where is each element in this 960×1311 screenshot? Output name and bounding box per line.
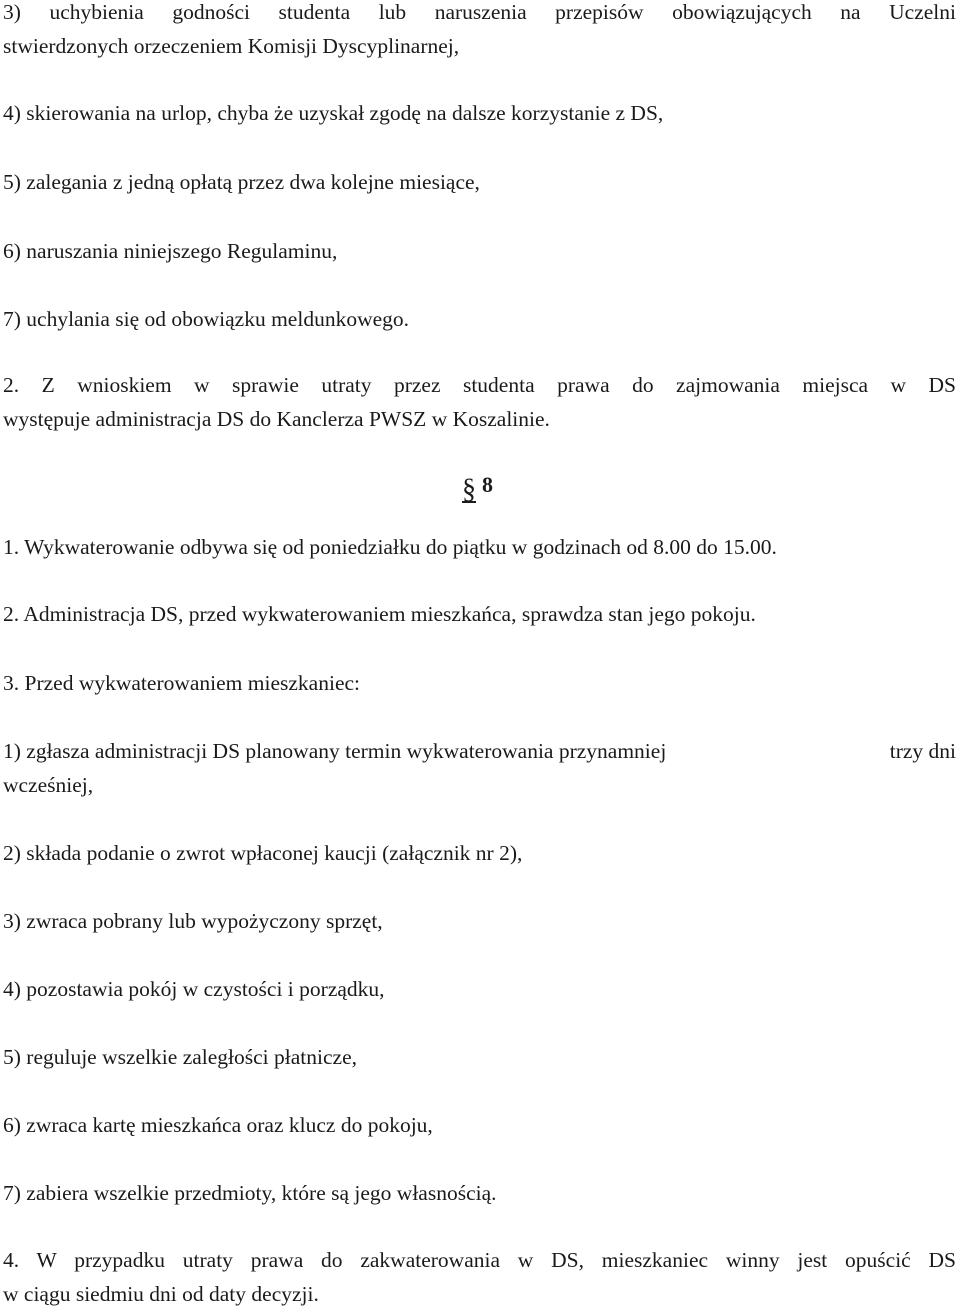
point-4-line1: 4. W przypadku utraty prawa do zakwaterowania w DS, mieszkaniec winny jest opuścić DS	[3, 1248, 956, 1272]
section-number: 8	[482, 472, 493, 497]
subitem-3: 3) zwraca pobrany lub wypożyczony sprzęt,	[3, 909, 383, 933]
subitem-1-line2: wcześniej,	[3, 773, 94, 797]
paragraph-2-line2: występuje administracja DS do Kanclerza PWSZ w Koszalinie.	[3, 407, 550, 431]
subitem-2: 2) składa podanie o zwrot wpłaconej kaucji (załącznik nr 2),	[3, 841, 523, 865]
item-3-line2: stwierdzonych orzeczeniem Komisji Dyscyplinarnej,	[3, 34, 460, 58]
subitem-1-text: 1) zgłasza administracji DS planowany termin wykwaterowania przynamniej	[3, 739, 667, 763]
point-2: 2. Administracja DS, przed wykwaterowaniem mieszkańca, sprawdza stan jego pokoju.	[3, 602, 756, 626]
section-heading	[462, 468, 493, 507]
subitem-7: 7) zabiera wszelkie przedmioty, które są jego własnością.	[3, 1181, 497, 1205]
subitem-6: 6) zwraca kartę mieszkańca oraz klucz do pokoju,	[3, 1113, 433, 1137]
paragraph-2-line1: 2. Z wnioskiem w sprawie utraty przez studenta prawa do zajmowania miejsca w DS	[3, 373, 956, 397]
subitem-1-line1	[3, 734, 956, 768]
item-5: 5) zalegania z jedną opłatą przez dwa kolejne miesiące,	[3, 170, 480, 194]
section-symbol: §	[462, 474, 476, 505]
item-6: 6) naruszania niniejszego Regulaminu,	[3, 239, 338, 263]
subitem-5: 5) reguluje wszelkie zaległości płatnicze,	[3, 1045, 357, 1069]
subitem-4: 4) pozostawia pokój w czystości i porządku,	[3, 977, 385, 1001]
point-4-line2: w ciągu siedmiu dni od daty decyzji.	[3, 1282, 319, 1306]
item-4: 4) skierowania na urlop, chyba że uzyskał zgodę na dalsze korzystanie z DS,	[3, 101, 664, 125]
item-7: 7) uchylania się od obowiązku meldunkowego.	[3, 307, 410, 331]
subitem-1-trailing: trzy dni	[889, 739, 956, 763]
point-3: 3. Przed wykwaterowaniem mieszkaniec:	[3, 671, 361, 695]
item-3-line1: 3) uchybienia godności studenta lub naruszenia przepisów obowiązujących na Uczelni	[3, 0, 956, 24]
point-1: 1. Wykwaterowanie odbywa się od poniedziałku do piątku w godzinach od 8.00 do 15.00.	[3, 535, 777, 559]
